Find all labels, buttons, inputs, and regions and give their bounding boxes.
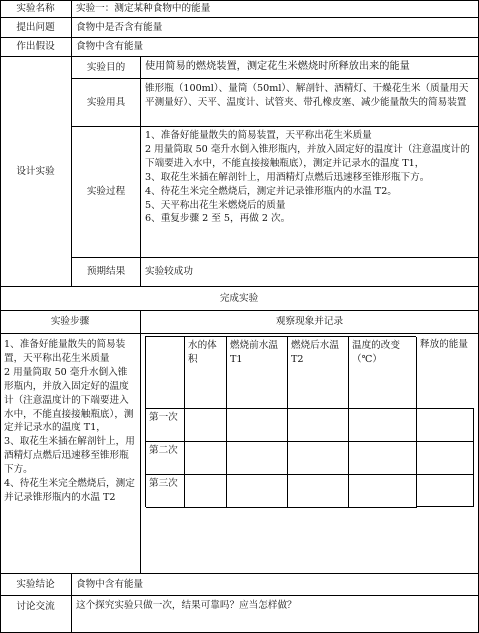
step-item: 2 用量筒取 50 毫升水倒入锥形瓶内，并放入固定好的温度计（注意温度计的下端要进入水中，不能直接接触瓶底），测定并记录水的温度 T1，	[4, 366, 134, 434]
steps-list	[0, 334, 141, 574]
table-cell	[349, 409, 417, 442]
table-cell	[185, 442, 227, 475]
table-cell	[349, 475, 417, 508]
process-step: 3、取花生米插在解剖针上，用酒精灯点燃后迅速移至锥形瓶下方。	[145, 171, 430, 183]
table-cell	[349, 442, 417, 475]
table-cell	[288, 475, 349, 508]
purpose-value: 使用简易的燃烧装置，测定花生米燃烧时所释放出来的能量	[141, 57, 479, 79]
row-label: 第三次	[146, 475, 185, 508]
question-value: 食物中是否含有能量	[72, 18, 479, 38]
name-label: 实验名称	[0, 0, 72, 18]
discussion-label: 讨论交流	[0, 596, 72, 633]
row-label: 第一次	[146, 409, 185, 442]
observation-table	[145, 336, 416, 507]
design-label: 设计实验	[0, 57, 72, 287]
process-step: 4、待花生米完全燃烧后，测定并记录锥形瓶内的水温 T2。	[145, 185, 397, 197]
complete-section-title: 完成实验	[0, 287, 479, 311]
observation-header: 观察现象并记录	[141, 311, 479, 334]
materials-value: 锥形瓶（100ml）、量筒（50ml）、解剖针、酒精灯、干燥花生米（质量用天平测量好）、天平、温度计、试管夹、带孔橡皮塞、减少能量散失的简易装置	[141, 79, 479, 127]
conclusion-label: 实验结论	[0, 574, 72, 596]
column-header: 释放的能量	[420, 339, 468, 350]
step-item: 3、取花生米插在解剖针上，用酒精灯点燃后迅速移至锥形瓶下方。	[4, 436, 135, 476]
process-label: 实验过程	[72, 127, 141, 258]
steps-header: 实验步骤	[0, 311, 141, 334]
table-cell	[185, 475, 227, 508]
discussion-value: 这个探究实验只做一次，结果可靠吗？应当怎样做？	[72, 596, 479, 633]
conclusion-value: 食物中含有能量	[72, 574, 479, 596]
column-header: 燃烧后水温 T2	[288, 337, 349, 409]
step-item: 4、待花生米完全燃烧后，测定并记录锥形瓶内的水温 T2	[4, 478, 135, 503]
column-header: 温度的改变（℃）	[349, 337, 417, 409]
purpose-label: 实验目的	[72, 57, 141, 79]
table-corner	[146, 337, 185, 409]
materials-label: 实验用具	[72, 79, 141, 127]
hypothesis-label: 作出假设	[0, 38, 72, 57]
row-label: 第二次	[146, 442, 185, 475]
table-cell	[227, 442, 288, 475]
question-label: 提出问题	[0, 18, 72, 38]
table-cell	[288, 442, 349, 475]
process-step: 6、重复步骤 2 至 5，再做 2 次。	[145, 213, 291, 225]
step-item: 1、准备好能量散失的简易装置，天平称出花生米质量	[4, 339, 126, 364]
process-step: 5、天平称出花生米燃烧后的质量	[145, 199, 286, 211]
table-cell	[227, 409, 288, 442]
process-step: 2 用量筒取 50 毫升水倒入锥形瓶内，并放入固定好的温度计（注意温度计的下端要进入水中，不能直接接触瓶底），测定并记录水的温度 T1，	[145, 143, 470, 169]
column-header: 燃烧前水温 T1	[227, 337, 288, 409]
observation-table-right-column	[416, 408, 474, 507]
table-cell	[288, 409, 349, 442]
name-value: 实验一：测定某种食物中的能量	[72, 0, 479, 18]
hypothesis-value: 食物中含有能量	[72, 38, 479, 57]
process-step: 1、准备好能量散失的简易装置，天平称出花生米质量	[145, 130, 372, 141]
table-cell	[185, 409, 227, 442]
expected-value: 实验较成功	[141, 258, 479, 287]
expected-label: 预期结果	[72, 258, 141, 287]
table-cell	[227, 475, 288, 508]
column-header: 水的体积	[185, 337, 227, 409]
process-steps	[141, 127, 479, 258]
